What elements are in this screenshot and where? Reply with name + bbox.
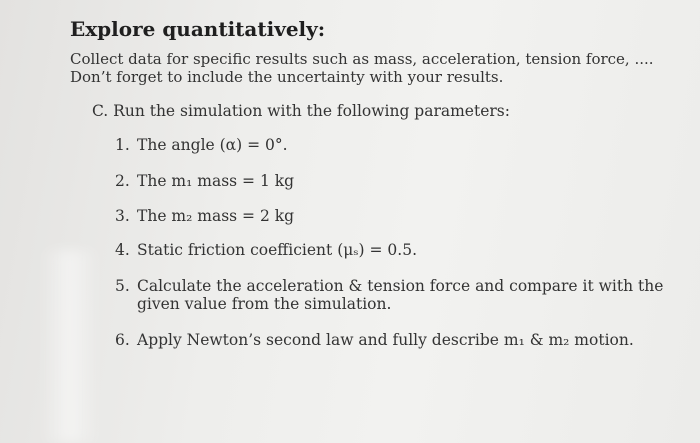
page-title: Explore quantitatively:	[70, 17, 326, 41]
list-item-text: Apply Newton’s second law and fully describe m₁ & m₂ motion.	[137, 331, 634, 349]
list-item-text: The angle (α) = 0°.	[137, 136, 288, 154]
list-item-number: 6.	[115, 331, 130, 349]
list-item-text: Static friction coefficient (μₛ) = 0.5.	[137, 241, 418, 259]
list-item-text: Calculate the acceleration & tension force and compare it with the given value from the simulation.	[137, 277, 664, 313]
intro-line-2: Don’t forget to include the uncertainty with your results.	[70, 68, 504, 86]
list-item-number: 5.	[115, 277, 130, 295]
intro-paragraph	[70, 50, 680, 86]
list-item-number: 1.	[115, 136, 130, 154]
list-item-text: The m₂ mass = 2 kg	[137, 207, 295, 225]
list-item-number: 2.	[115, 172, 130, 190]
list-item-text: The m₁ mass = 1 kg	[137, 172, 295, 190]
intro-line-1: Collect data for specific results such as mass, acceleration, tension force, ....	[70, 50, 654, 68]
list-item-number: 3.	[115, 207, 130, 225]
section-heading: C. Run the simulation with the following parameters:	[92, 102, 510, 120]
light-glare	[40, 250, 100, 443]
list-item-number: 4.	[115, 241, 130, 259]
